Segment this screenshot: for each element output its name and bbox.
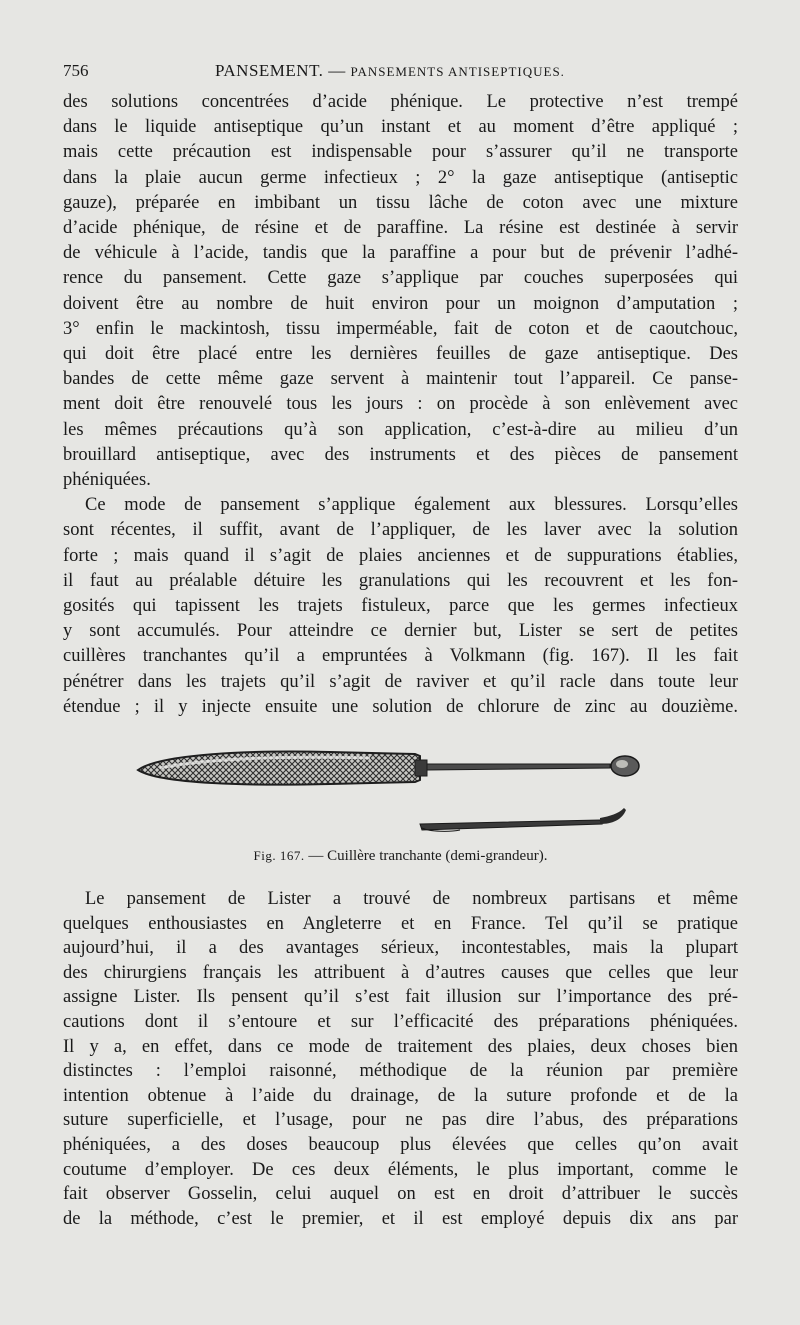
text-line: gauze), préparée en imbibant un tissu lâche de coton avec une mixture [63, 192, 738, 213]
text-line: d’acide phénique, de résine et de paraffine. La résine est destinée à servir [63, 218, 738, 239]
text-line: cuillères tranchantes qu’il a empruntées à Volkmann (fig. 167). Il les fait [63, 646, 738, 667]
curette-profile [420, 808, 626, 831]
text-line: distinctes : l’emploi raisonné, méthodique de la réunion par première [63, 1061, 738, 1082]
text-line: sont récentes, il suffit, avant de l’appliquer, de les laver avec la solution [63, 520, 738, 541]
text-line: des solutions concentrées d’acide phénique. Le protective n’est trempé [63, 92, 738, 112]
running-title-separator: — [323, 61, 351, 80]
text-line: phéniquées, a des doses beaucoup plus élevées que celles qu’on avait [63, 1134, 738, 1155]
text-line: rence du pansement. Cette gaze s’applique par couches superposées qui [63, 268, 738, 289]
text-line: assigne Lister. Ils pensent qu’il s’est fait illusion sur l’importance des pré- [63, 987, 738, 1008]
text-line: ment doit être renouvelé tous les jours : on procède à son enlèvement avec [63, 394, 738, 415]
bottom-text-block [63, 887, 738, 1231]
running-title-main: PANSEMENT. [215, 61, 324, 80]
text-line: Il y a, en effet, dans ce mode de traitement des plaies, deux choses bien [63, 1036, 738, 1057]
text-line: mais cette précaution est indispensable pour s’assurer qu’il ne transporte [63, 142, 738, 163]
text-line: pénétrer dans les trajets qu’il s’agit de raviver et qu’il racle dans toute leur [63, 671, 738, 692]
text-line: intention obtenue à l’aide du drainage, de la suture profonde et de la [63, 1085, 738, 1106]
text-line: forte ; mais quand il s’agit de plaies anciennes et de suppurations établies, [63, 545, 738, 566]
paragraph-continued [63, 90, 738, 493]
text-line: suture superficielle, et l’usage, pour ne pas dire l’abus, des préparations [63, 1110, 738, 1131]
text-line: doivent être au nombre de huit environ pour un moignon d’amputation ; [63, 293, 738, 314]
text-line: phéniquées. [63, 470, 151, 491]
text-line: des chirurgiens français les attribuent à d’autres causes que celles que leur [63, 962, 738, 983]
figure-caption-text: — Cuillère tranchante (demi-grandeur). [304, 848, 548, 864]
text-line: Ce mode de pansement s’applique également aux blessures. Lorsqu’elles [85, 495, 738, 516]
page-header [63, 58, 738, 84]
text-line: brouillard antiseptique, avec des instruments et des pièces de pansement [63, 444, 738, 465]
text-line: quelques enthousiastes en Angleterre et en France. Tel qu’il se pratique [63, 913, 738, 934]
text-line: dans le liquide antiseptique qu’un instant et au moment d’être appliqué ; [63, 117, 738, 138]
text-line: aujourd’hui, il a des avantages sérieux, incontestables, mais la plupart [63, 938, 738, 959]
paragraph-wounds [63, 493, 738, 720]
text-line: cautions dont il s’entoure et sur l’efficacité des préparations phéniquées. [63, 1011, 738, 1032]
page-number: 756 [63, 61, 89, 80]
text-line: fait observer Gosselin, celui auquel on est en droit d’attribuer le succès [63, 1184, 738, 1205]
figure-167 [130, 740, 670, 840]
text-line: les mêmes précautions qu’à son application, c’est-à-dire au milieu d’un [63, 419, 738, 440]
top-text-block [63, 90, 738, 720]
text-line: de la méthode, c’est le premier, et il est employé depuis dix ans par [63, 1208, 738, 1229]
figure-caption [63, 846, 738, 866]
text-line: étendue ; il y injecte ensuite une solution de chlorure de zinc au douzième. [63, 696, 738, 717]
text-line: 3° enfin le mackintosh, tissu imperméable, fait de coton et de caoutchouc, [63, 318, 738, 339]
text-line: bandes de cette même gaze servent à maintenir tout l’appareil. Ce panse- [63, 369, 738, 390]
text-line: dans la plaie aucun germe infectieux ; 2° la gaze antiseptique (antiseptic [63, 167, 738, 188]
text-line: Le pansement de Lister a trouvé de nombreux partisans et même [85, 889, 738, 909]
text-line: il faut au préalable détuire les granulations qui les recouvrent et les fon- [63, 570, 738, 591]
text-line: qui doit être placé entre les dernières feuilles de gaze antiseptique. Des [63, 344, 738, 365]
text-line: gosités qui tapissent les trajets fistuleux, parce que les germes infectieux [63, 596, 738, 617]
running-title [215, 58, 565, 85]
text-line: y sont accumulés. Pour atteindre ce dernier but, Lister se sert de petites [63, 621, 738, 642]
text-line: coutume d’employer. De ces deux éléments, le plus important, comme le [63, 1159, 738, 1180]
curette-illustration [130, 740, 670, 840]
running-title-sub: PANSEMENTS ANTISEPTIQUES. [350, 64, 565, 79]
figure-label: Fig. 167. [253, 848, 305, 863]
curette-large [138, 752, 639, 785]
text-line: de véhicule à l’acide, tandis que la paraffine a pour but de prévenir l’adhé- [63, 243, 738, 264]
paragraph-lister [63, 887, 738, 1231]
